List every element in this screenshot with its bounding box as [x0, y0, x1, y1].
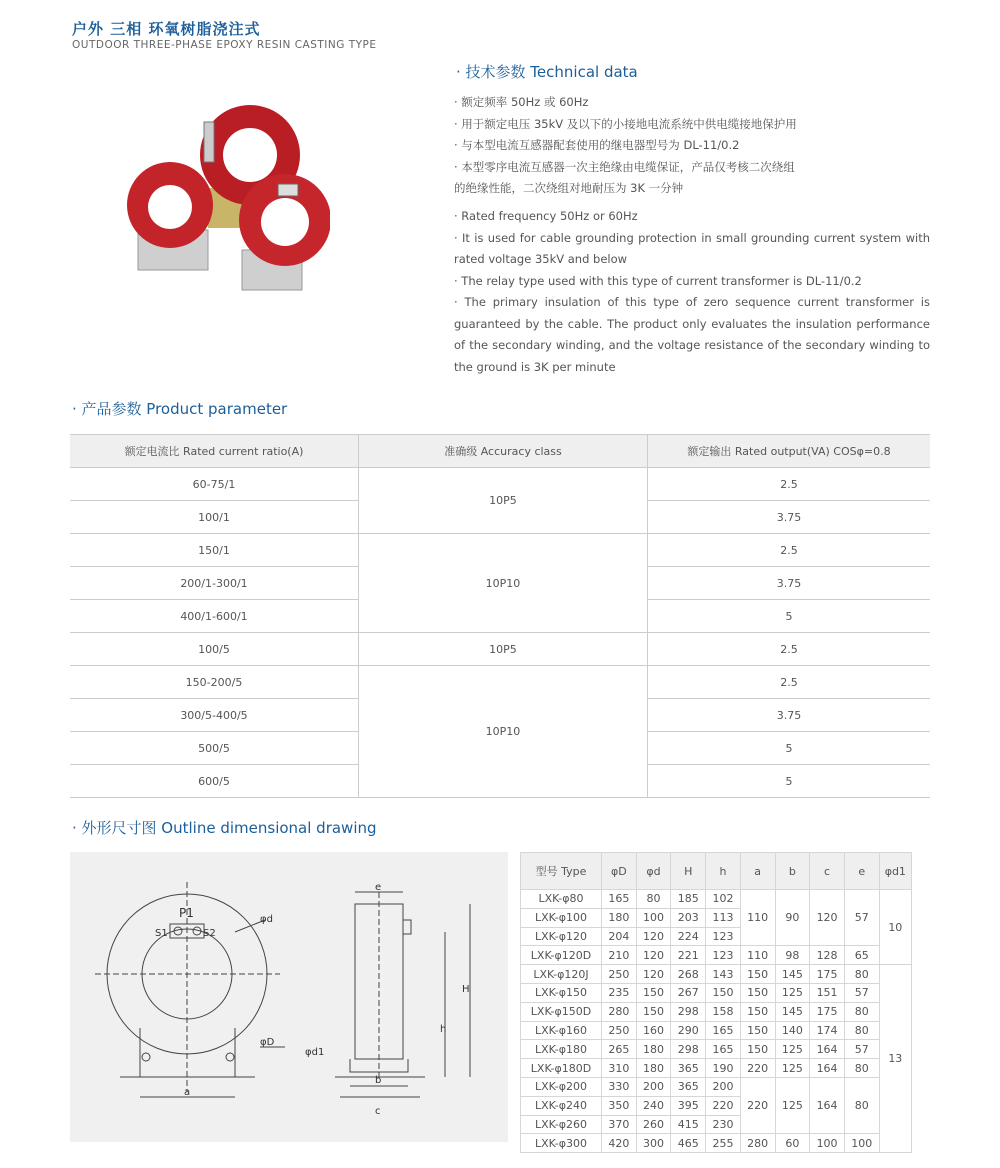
type-cell: LXK-φ120: [521, 927, 602, 946]
table-row: [521, 1134, 912, 1153]
product-photo: [120, 100, 330, 300]
dim-cell: 125: [775, 1059, 810, 1078]
dim-cell: 143: [706, 965, 741, 984]
dim-cell: 350: [602, 1096, 637, 1115]
tech-en-line-1: · Rated frequency 50Hz or 60Hz: [454, 209, 638, 223]
dim-cell: 200: [636, 1077, 671, 1096]
dim-cell: 175: [810, 1002, 845, 1021]
dim-cell: 165: [706, 1040, 741, 1059]
header-phiD: φD: [602, 853, 637, 890]
class-cell: 10P5: [359, 468, 648, 534]
tech-cn-line-4: · 本型零序电流互感器一次主绝缘由电缆保证，产品仅考核二次绕组: [454, 159, 795, 174]
dim-cell: 90: [775, 890, 810, 946]
dim-cell: 230: [706, 1115, 741, 1134]
table-row: [521, 1059, 912, 1078]
dim-cell: 120: [636, 946, 671, 965]
dim-cell: 165: [602, 890, 637, 909]
dim-cell: 110: [740, 946, 775, 965]
dim-cell: 298: [671, 1040, 706, 1059]
page-subtitle: OUTDOOR THREE-PHASE EPOXY RESIN CASTING TYPE: [72, 39, 377, 51]
dim-cell: 203: [671, 908, 706, 927]
type-cell: LXK-φ80: [521, 890, 602, 909]
tech-en-line-3: · The relay type used with this type of current transformer is DL-11/0.2: [454, 273, 862, 288]
tech-cn-line-2: · 用于额定电压 35kV 及以下的小接地电流系统中供电缆接地保护用: [454, 116, 797, 131]
label-a: a: [184, 1087, 191, 1098]
dim-cell: 123: [706, 946, 741, 965]
ratio-cell: 100/1: [70, 501, 359, 534]
dim-cell: 300: [636, 1134, 671, 1153]
dim-cell: 123: [706, 927, 741, 946]
d1-cell: 13: [879, 965, 911, 1153]
output-cell: 3.75: [648, 567, 931, 600]
output-cell: 5: [648, 600, 931, 633]
type-cell: LXK-φ180: [521, 1040, 602, 1059]
dim-cell: 80: [636, 890, 671, 909]
ratio-cell: 150-200/5: [70, 666, 359, 699]
dim-cell: 267: [671, 983, 706, 1002]
dim-cell: 150: [636, 983, 671, 1002]
dimension-table: [520, 852, 912, 1153]
type-cell: LXK-φ240: [521, 1096, 602, 1115]
ratio-cell: 200/1-300/1: [70, 567, 359, 600]
output-cell: 3.75: [648, 699, 931, 732]
type-cell: LXK-φ120J: [521, 965, 602, 984]
header-b: b: [775, 853, 810, 890]
dim-cell: 180: [602, 908, 637, 927]
dim-cell: 150: [706, 983, 741, 1002]
dim-cell: 365: [671, 1077, 706, 1096]
table-row: [521, 1021, 912, 1040]
tech-cn-line-3: · 与本型电流互感器配套使用的继电器型号为 DL-11/0.2: [454, 138, 740, 152]
dim-cell: 370: [602, 1115, 637, 1134]
dim-cell: 420: [602, 1134, 637, 1153]
class-cell: 10P5: [359, 633, 648, 666]
type-cell: LXK-φ160: [521, 1021, 602, 1040]
label-c: c: [375, 1106, 381, 1117]
header-e: e: [844, 853, 879, 890]
dim-cell: 221: [671, 946, 706, 965]
product-title: · 产品参数 Product parameter: [72, 400, 288, 418]
label-s1: S1: [155, 928, 168, 939]
dim-cell: 240: [636, 1096, 671, 1115]
type-cell: LXK-φ200: [521, 1077, 602, 1096]
dim-cell: 110: [740, 890, 775, 946]
dim-cell: 224: [671, 927, 706, 946]
dim-cell: 415: [671, 1115, 706, 1134]
dim-cell: 80: [844, 1077, 879, 1133]
dim-cell: 280: [602, 1002, 637, 1021]
page-title: 户外 三相 环氧树脂浇注式: [72, 20, 261, 38]
table-header-row: [521, 853, 912, 890]
dim-cell: 145: [775, 1002, 810, 1021]
ratio-cell: 100/5: [70, 633, 359, 666]
output-cell: 5: [648, 765, 931, 798]
dim-cell: 165: [706, 1021, 741, 1040]
class-cell: 10P10: [359, 666, 648, 798]
dim-cell: 265: [602, 1040, 637, 1059]
tech-cn-line-5: 的绝缘性能，二次绕组对地耐压为 3K 一分钟: [454, 181, 684, 195]
product-table: [70, 434, 930, 798]
dim-cell: 158: [706, 1002, 741, 1021]
tech-en-line-2: · It is used for cable grounding protection in small grounding current system with rated voltage 35kV and below: [454, 230, 930, 266]
dim-cell: 150: [740, 1021, 775, 1040]
table-row: [521, 946, 912, 965]
type-cell: LXK-φ180D: [521, 1059, 602, 1078]
label-phi-d: φd: [260, 914, 273, 925]
label-phi-D: φD: [260, 1037, 275, 1048]
table-row: [521, 983, 912, 1002]
dim-cell: 125: [775, 1040, 810, 1059]
ratio-cell: 300/5-400/5: [70, 699, 359, 732]
dim-cell: 164: [810, 1040, 845, 1059]
dim-cell: 80: [844, 965, 879, 984]
table-row: [521, 1002, 912, 1021]
output-cell: 5: [648, 732, 931, 765]
header-output: 额定输出 Rated output(VA) COSφ=0.8: [648, 435, 931, 468]
dim-cell: 151: [810, 983, 845, 1002]
header-phid: φd: [636, 853, 671, 890]
ratio-cell: 600/5: [70, 765, 359, 798]
dim-cell: 100: [810, 1134, 845, 1153]
dim-cell: 164: [810, 1077, 845, 1133]
label-p1: P1: [179, 906, 194, 920]
dim-cell: 120: [810, 890, 845, 946]
dim-cell: 290: [671, 1021, 706, 1040]
dim-cell: 268: [671, 965, 706, 984]
label-h: h: [440, 1024, 447, 1035]
dim-cell: 210: [602, 946, 637, 965]
dim-cell: 220: [740, 1059, 775, 1078]
dim-cell: 185: [671, 890, 706, 909]
tech-cn-line-1: · 额定频率 50Hz 或 60Hz: [454, 95, 589, 109]
outline-title: · 外形尺寸图 Outline dimensional drawing: [72, 819, 377, 837]
dim-cell: 250: [602, 965, 637, 984]
dim-cell: 113: [706, 908, 741, 927]
dim-cell: 128: [810, 946, 845, 965]
header-h: h: [706, 853, 741, 890]
dim-cell: 150: [740, 1040, 775, 1059]
technical-en: [454, 206, 930, 378]
dim-cell: 120: [636, 965, 671, 984]
table-row: [521, 965, 912, 984]
header-a: a: [740, 853, 775, 890]
output-cell: 2.5: [648, 534, 931, 567]
dim-cell: 330: [602, 1077, 637, 1096]
outline-drawing: [70, 852, 508, 1142]
table-row: [70, 534, 930, 567]
ratio-cell: 150/1: [70, 534, 359, 567]
dim-cell: 180: [636, 1040, 671, 1059]
dim-cell: 204: [602, 927, 637, 946]
ratio-cell: 400/1-600/1: [70, 600, 359, 633]
dim-cell: 180: [636, 1059, 671, 1078]
dim-cell: 150: [740, 983, 775, 1002]
type-cell: LXK-φ260: [521, 1115, 602, 1134]
output-cell: 2.5: [648, 468, 931, 501]
type-cell: LXK-φ150D: [521, 1002, 602, 1021]
header-c: c: [810, 853, 845, 890]
label-phi-d1: φd1: [305, 1047, 325, 1058]
d1-cell: 10: [879, 890, 911, 965]
table-row: [70, 633, 930, 666]
dim-cell: 220: [740, 1077, 775, 1133]
dim-cell: 190: [706, 1059, 741, 1078]
dim-cell: 260: [636, 1115, 671, 1134]
type-cell: LXK-φ100: [521, 908, 602, 927]
dim-cell: 120: [636, 927, 671, 946]
dim-cell: 395: [671, 1096, 706, 1115]
header-phid1: φd1: [879, 853, 911, 890]
technical-title: · 技术参数 Technical data: [456, 63, 638, 81]
output-cell: 2.5: [648, 666, 931, 699]
dim-cell: 80: [844, 1021, 879, 1040]
tech-en-line-4: · The primary insulation of this type of zero sequence current transformer is guaranteed by the cable. The product only evaluates the insulation performance of the secondary winding, and the voltage resistance of the secondary winding to the ground is 3K per minute: [454, 295, 930, 374]
dim-cell: 280: [740, 1134, 775, 1153]
dim-cell: 100: [844, 1134, 879, 1153]
dim-cell: 220: [706, 1096, 741, 1115]
label-b: b: [375, 1075, 382, 1086]
dim-cell: 150: [740, 965, 775, 984]
type-cell: LXK-φ150: [521, 983, 602, 1002]
dim-cell: 60: [775, 1134, 810, 1153]
dim-cell: 298: [671, 1002, 706, 1021]
output-cell: 3.75: [648, 501, 931, 534]
dim-cell: 175: [810, 965, 845, 984]
dim-cell: 235: [602, 983, 637, 1002]
dim-cell: 80: [844, 1059, 879, 1078]
header-type: 型号 Type: [521, 853, 602, 890]
type-cell: LXK-φ120D: [521, 946, 602, 965]
dim-cell: 465: [671, 1134, 706, 1153]
dim-cell: 100: [636, 908, 671, 927]
dim-cell: 102: [706, 890, 741, 909]
ratio-cell: 60-75/1: [70, 468, 359, 501]
dim-cell: 150: [740, 1002, 775, 1021]
table-row: [521, 1077, 912, 1096]
dim-cell: 57: [844, 1040, 879, 1059]
dim-cell: 250: [602, 1021, 637, 1040]
dim-cell: 125: [775, 983, 810, 1002]
dim-cell: 310: [602, 1059, 637, 1078]
table-row: [521, 890, 912, 909]
dim-cell: 57: [844, 890, 879, 946]
dim-cell: 65: [844, 946, 879, 965]
table-row: [70, 666, 930, 699]
dim-cell: 200: [706, 1077, 741, 1096]
dim-cell: 57: [844, 983, 879, 1002]
dim-cell: 125: [775, 1077, 810, 1133]
dim-cell: 365: [671, 1059, 706, 1078]
dim-cell: 140: [775, 1021, 810, 1040]
technical-cn: [454, 92, 934, 200]
dim-cell: 145: [775, 965, 810, 984]
header-ratio: 额定电流比 Rated current ratio(A): [70, 435, 359, 468]
output-cell: 2.5: [648, 633, 931, 666]
type-cell: LXK-φ300: [521, 1134, 602, 1153]
dim-cell: 150: [636, 1002, 671, 1021]
label-e: e: [375, 882, 382, 893]
header-H: H: [671, 853, 706, 890]
dim-cell: 255: [706, 1134, 741, 1153]
ratio-cell: 500/5: [70, 732, 359, 765]
dim-cell: 98: [775, 946, 810, 965]
table-row: [521, 1040, 912, 1059]
dimension-drawing-svg: [70, 852, 508, 1142]
class-cell: 10P10: [359, 534, 648, 633]
label-s2: S2: [203, 928, 216, 939]
dim-cell: 160: [636, 1021, 671, 1040]
dim-cell: 164: [810, 1059, 845, 1078]
dim-cell: 80: [844, 1002, 879, 1021]
dim-cell: 174: [810, 1021, 845, 1040]
table-header-row: [70, 435, 930, 468]
header-class: 准确级 Accuracy class: [359, 435, 648, 468]
table-row: [70, 468, 930, 501]
label-H: H: [462, 984, 470, 995]
